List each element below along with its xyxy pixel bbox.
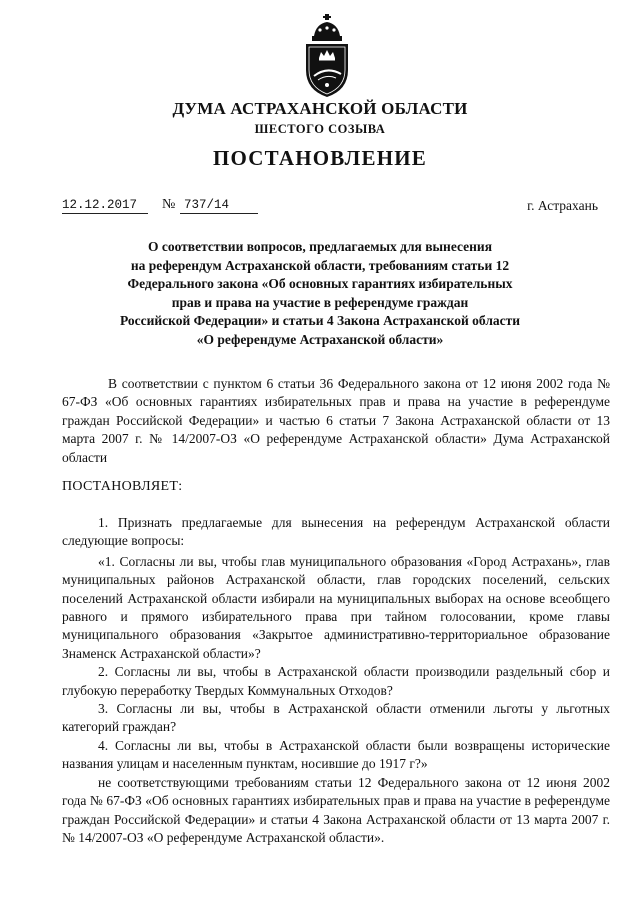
resolves-heading: ПОСТАНОВЛЯЕТ:	[62, 479, 183, 494]
organization-title: ДУМА АСТРАХАНСКОЙ ОБЛАСТИ	[172, 99, 468, 118]
document-subject	[80, 238, 560, 350]
document-date: 12.12.2017	[62, 198, 138, 212]
document-meta-row	[62, 198, 598, 216]
subject-line: О соответствии вопросов, предлагаемых для вынесения	[147, 239, 493, 254]
coat-of-arms-icon	[300, 14, 354, 98]
resolution-item: 2. Согласны ли вы, чтобы в Астраханской области производили раздельный сбор и глубокую переработку Твердых Коммунальных Отходов?	[62, 664, 610, 698]
document-city: г. Астрахань	[527, 198, 598, 213]
subject-line: на референдум Астраханской области, требованиям статьи 12	[130, 257, 510, 273]
document-number: 737/14	[184, 198, 230, 212]
number-underline	[180, 213, 258, 214]
subject-line: Федерального закона «Об основных гарантиях избирательных	[127, 276, 513, 292]
organization-subtitle: ШЕСТОГО СОЗЫВА	[254, 122, 386, 136]
number-sign: №	[162, 197, 176, 212]
subject-line: Российской Федерации» и статьи 4 Закона Астраханской области	[119, 313, 521, 329]
resolution-item: 3. Согласны ли вы, чтобы в Астраханской области отменили льготы у льготных категорий граждан?	[62, 701, 610, 735]
resolution-item: 4. Согласны ли вы, чтобы в Астраханской области были возвращены исторические названия улицам и населенным пунктам, носившие до 1917 г?»	[62, 737, 610, 772]
subject-line: «О референдуме Астраханской области»	[196, 331, 444, 347]
document-type-heading: ПОСТАНОВЛЕНИЕ	[212, 146, 428, 170]
resolution-items	[62, 514, 610, 847]
resolution-item: «1. Согласны ли вы, чтобы глав муниципального образования «Город Астрахань», глав муниципальных районов Астраханской области, глав городских поселений, сельских поселений Астраханской области избирали на муниципальных выборах на основе всеобщего равного и прямого избирательного права при тайном голосовании, кроме главы муниципального образования «Закрытое административно-территориальное образование Знаменск Астраханской области»?	[62, 553, 610, 661]
preamble-paragraph: В соответствии с пунктом 6 статьи 36 Федерального закона от 12 июня 2002 года № 67-ФЗ «Об основных гарантиях избирательных прав и права на участие в референдуме граждан Российской Федерации» и частью 6 статьи 7 Закона Астраханской области от 13 марта 2007 г. № 14/2007-ОЗ «О референдуме Астраханской области» Дума Астраханской области	[62, 376, 610, 465]
resolution-item: не соответствующими требованиям статьи 12 Федерального закона от 12 июня 2002 года № 67-ФЗ «Об основных гарантиях избирательных прав и права на участие в референдуме граждан Российской Федерации» и статьи 4 Закона Астраханской области от 13 марта 2007 г. № 14/2007-ОЗ «О референдуме Астраханской области».	[62, 774, 610, 845]
subject-line: прав и права на участие в референдуме граждан	[171, 294, 469, 310]
resolution-item: 1. Признать предлагаемые для вынесения на референдум Астраханской области следующие вопросы:	[62, 515, 610, 549]
date-underline	[62, 213, 148, 214]
